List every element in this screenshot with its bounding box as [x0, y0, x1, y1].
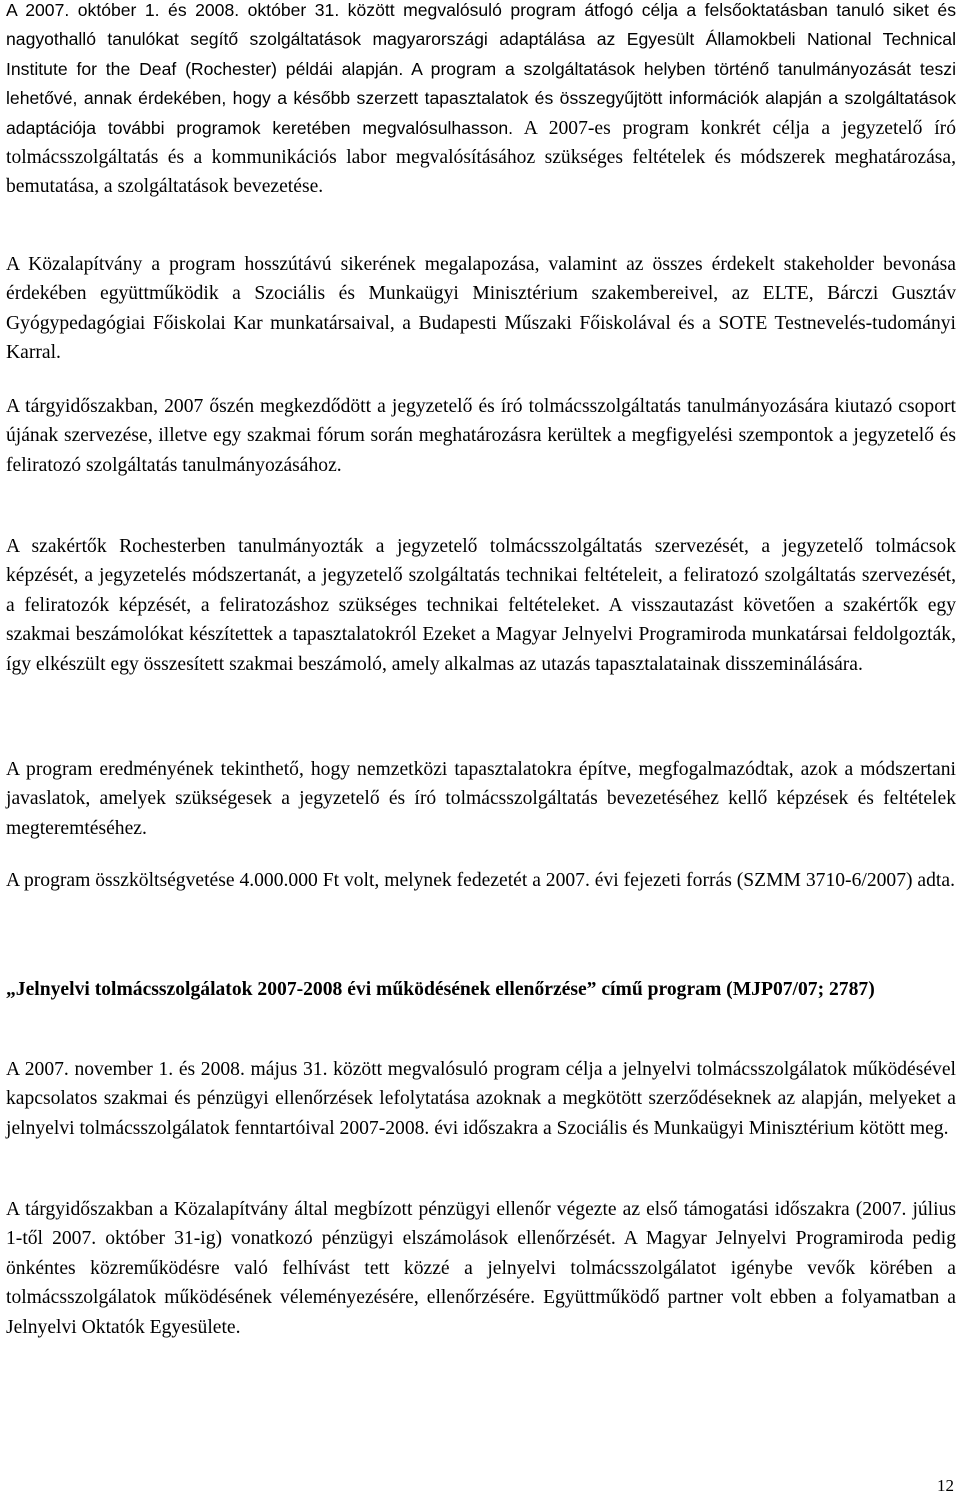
section-heading: „Jelnyelvi tolmácsszolgálatok 2007-2008 évi működésének ellenőrzése” című program (MJP07/07; 2787) — [6, 979, 875, 1000]
paragraph-program-goal-sans: A 2007. október 1. és 2008. október 31. között megvalósuló program átfogó célja a felsőoktatásban tanuló siket és nagyothalló tanulókat segítő szolgáltatások magyarországi adaptálása az Egyesült Államokbeli National Technical Institute for the Deaf (Rochester) példái alapján. A program a szolgáltatások helyben történő tanulmányozását teszi lehetővé, annak érdekében, hogy a később szerzett tapasztalatok és összegyűjtött információk alapján a szolgáltatások adaptációja további programok keretében megvalósulhasson. — [6, 0, 956, 138]
paragraph-program-goal — [6, 0, 956, 202]
paragraph-program-goal-serif: A 2007-es program konkrét célja a jegyzetelő író tolmácsszolgáltatás és a kommunikációs labor megvalósításához szükséges feltételek és módszerek meghatározása, bemutatása, a szolgáltatások bevezetése. — [6, 117, 956, 198]
paragraph-program-results: A program eredményének tekinthető, hogy nemzetközi tapasztalatokra építve, megfogalmazódtak, azok a módszertani javaslatok, amelyek szükségesek a jegyzetelő és író tolmácsszolgáltatás bevezetéséhez kellő képzések és feltételek megteremtéséhez. — [6, 759, 956, 839]
paragraph-study-group: A tárgyidőszakban, 2007 őszén megkezdődött a jegyzetelő és író tolmácsszolgáltatás tanulmányozására kiutazó csoport újának szervezése, illetve egy szakmai fórum során meghatározásra kerültek a megfigyelési szempontok a jegyzetelő és feliratozó szolgáltatás tanulmányozásához. — [6, 396, 956, 476]
paragraph-budget: A program összköltségvetése 4.000.000 Ft volt, melynek fedezetét a 2007. évi fejezeti forrás (SZMM 3710-6/2007) adta. — [6, 870, 955, 891]
paragraph-financial-audit: A tárgyidőszakban a Közalapítvány által megbízott pénzügyi ellenőr végezte az első támogatási időszakra (2007. július 1-től 2007. október 31-ig) vonatkozó pénzügyi elszámolások ellenőrzését. A Magyar Jelnyelvi Programiroda pedig önkéntes közreműködésre való felhívást tett közzé a jelnyelvi tolmácsszolgálatot igénybe vevők körében a tolmácsszolgálatok működésének véleményezésére, ellenőrzésére. Együttműködő partner volt ebben a folyamatban a Jelnyelvi Oktatók Egyesülete. — [6, 1199, 956, 1338]
paragraph-rochester-experts: A szakértők Rochesterben tanulmányozták a jegyzetelő tolmácsszolgáltatás szervezését, a jegyzetelő tolmácsok képzését, a jegyzetelés módszertanát, a jegyzetelő szolgáltatás technikai feltételeit, a feliratozó szolgáltatás szervezését, a feliratozók képzését, a feliratozáshoz szükséges technikai feltételeket. A visszautazást követően a szakértők egy szakmai beszámolókat készítettek a tapasztalatokról Ezeket a Magyar Jelnyelvi Programiroda munkatársai feldolgozták, így elkészült egy összesített szakmai beszámoló, amely alkalmas az utazás tapasztalatainak disszeminálására. — [6, 536, 956, 675]
paragraph-control-program: A 2007. november 1. és 2008. május 31. között megvalósuló program célja a jelnyelvi tolmácsszolgálatok működésével kapcsolatos szakmai és pénzügyi ellenőrzések lefolytatása azoknak a megkötött szerződéseknek az alapján, melyeket a jelnyelvi tolmácsszolgálatok fenntartóival 2007-2008. évi időszakra a Szociális és Munkaügyi Minisztérium kötött meg. — [6, 1059, 956, 1139]
page-number: 12 — [937, 1476, 954, 1495]
paragraph-cooperation: A Közalapítvány a program hosszútávú sikerének megalapozása, valamint az összes érdekelt stakeholder bevonása érdekében együttműködik a Szociális és Munkaügyi Minisztérium szakembereivel, az ELTE, Bárczi Gusztáv Gyógypedagógiai Főiskolai Kar munkatársaival, a Budapesti Műszaki Főiskolával és a SOTE Testnevelés-tudományi Karral. — [6, 254, 956, 364]
